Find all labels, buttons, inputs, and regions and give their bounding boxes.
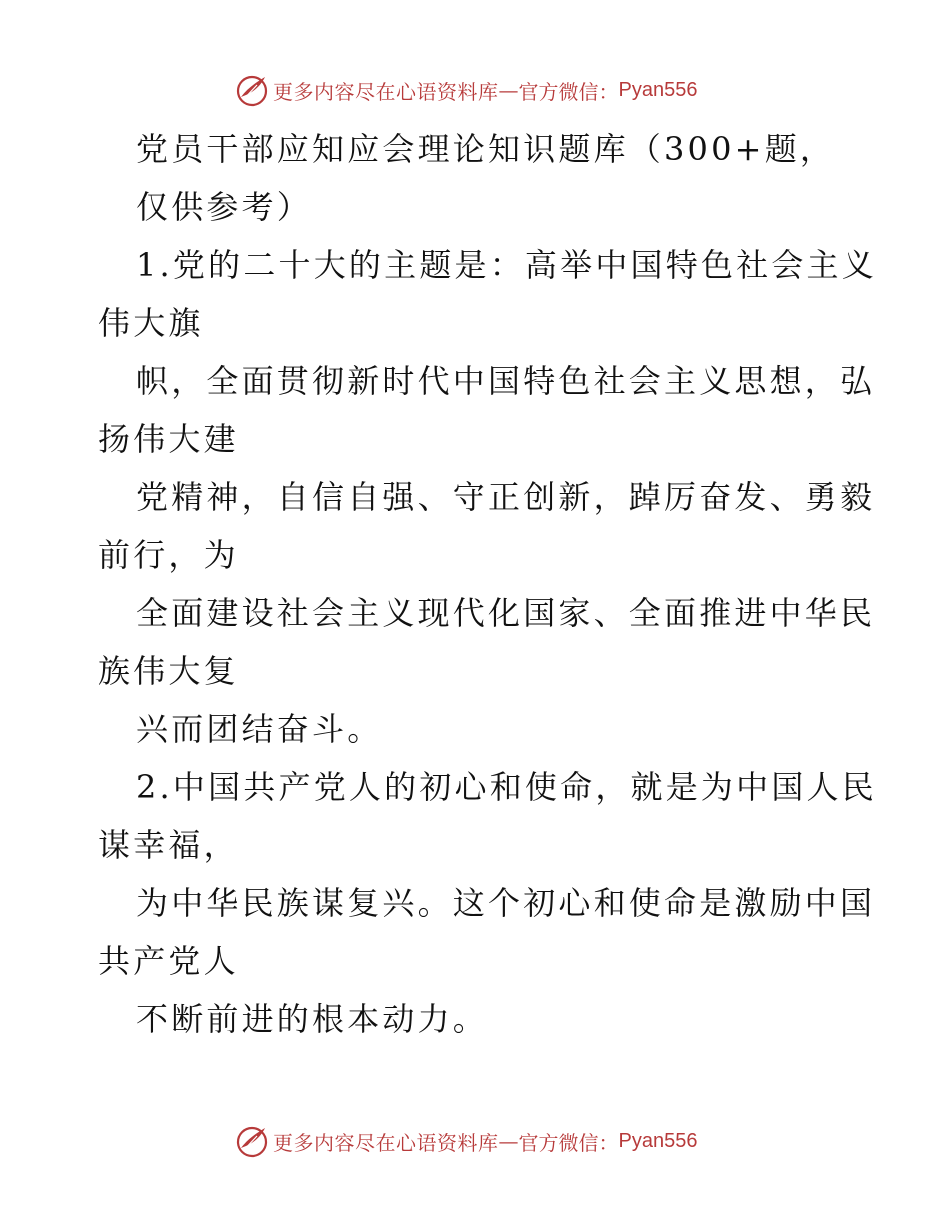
paragraph-line: 1.党的二十大的主题是：高举中国特色社会主义 [136, 246, 877, 284]
document-title-line-1: 党员干部应知应会理论知识题库（300+题， [136, 130, 836, 168]
paragraph-line: 为中华民族谋复兴。这个初心和使命是激励中国 [136, 884, 876, 922]
paragraph-line: 共产党人 [98, 942, 239, 980]
paragraph-line: 2.中国共产党人的初心和使命，就是为中国人民 [136, 768, 877, 806]
wechat-label: 官方微信： [518, 1130, 619, 1155]
document-body [98, 120, 877, 1048]
wechat-id: Pyan556 [618, 78, 698, 101]
paragraph-line: 扬伟大建 [98, 420, 239, 458]
paragraph-line: 族伟大复 [98, 652, 239, 690]
paragraph-line: 谋幸福， [98, 826, 239, 864]
wechat-label: 官方微信： [518, 79, 619, 104]
paragraph-line: 前行，为 [98, 536, 239, 574]
feather-quill-logo-icon [235, 73, 269, 107]
document-title-line-2: 仅供参考） [136, 188, 313, 226]
footer-banner [235, 1124, 715, 1158]
header-banner [235, 73, 715, 107]
paragraph-line: 党精神，自信自强、守正创新，踔厉奋发、勇毅 [136, 478, 876, 516]
paragraph-line: 不断前进的根本动力。 [136, 1000, 489, 1038]
paragraph-line: 伟大旗 [98, 304, 204, 342]
wechat-id: Pyan556 [618, 1129, 698, 1152]
paragraph-line: 全面建设社会主义现代化国家、全面推进中华民 [136, 594, 876, 632]
site-promo-text: 更多内容尽在心语资料库 [273, 1130, 499, 1155]
site-promo-text: 更多内容尽在心语资料库 [273, 79, 499, 104]
banner-separator: — [498, 78, 519, 102]
banner-separator: — [498, 1129, 519, 1153]
paragraph-line: 兴而团结奋斗。 [136, 710, 383, 748]
paragraph-line: 帜，全面贯彻新时代中国特色社会主义思想，弘 [136, 362, 876, 400]
feather-quill-logo-icon [235, 1124, 269, 1158]
